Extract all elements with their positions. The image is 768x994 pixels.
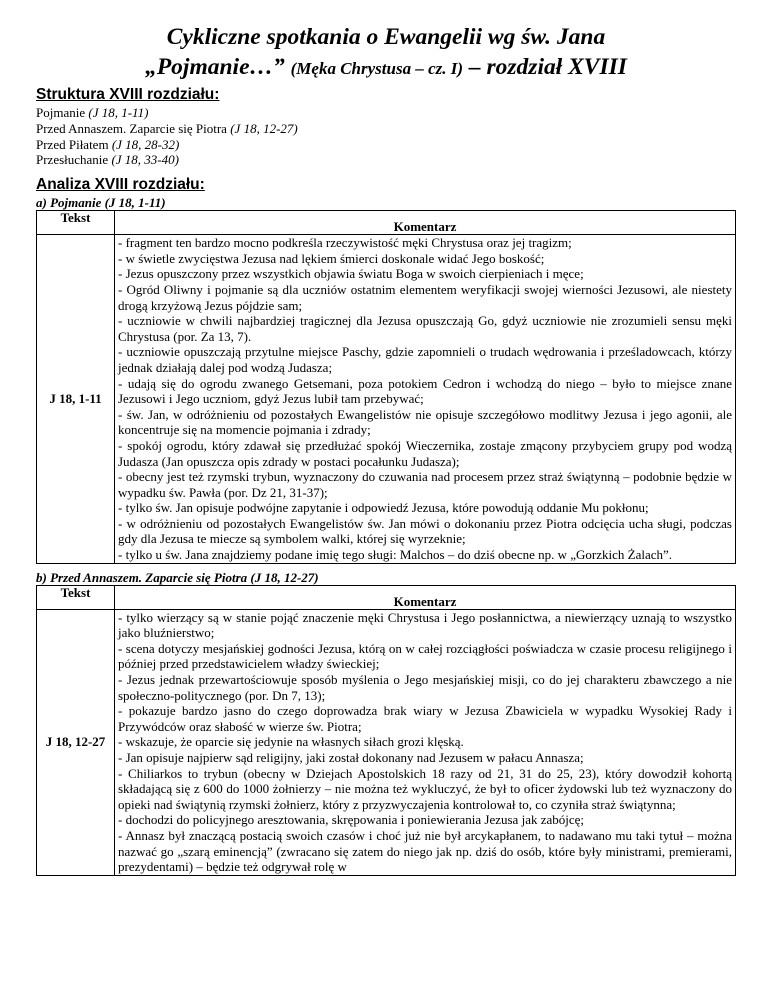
comment-line: - pokazuje bardzo jasno do czego doprowadza brak wiary w Jezusa Zbawiciela w wypadku Wysokiej Rady i Przywódców oraz słabość w wierze św. Piotra; (118, 703, 732, 734)
comment-line: - uczniowie opuszczają przytulne miejsce Paschy, gdzie zapomnieli o trudach wędrowania i prześladowcach, którzy jednak działają dalej pod wodzą Judasza; (118, 344, 732, 375)
comment-line: - Chiliarkos to trybun (obecny w Dziejach Apostolskich 18 razy od 21, 31 do 25, 23), który dowodził kohortą składającą się z 600 do 1000 żołnierzy – nie można też wykluczyć, że był to oficer żydowski lub też wyznaczony do opieki nad świątynią rzymski żołnierz, który z przyzwyczajenia kontrolował to, co czyniła straż świątynna; (118, 765, 732, 812)
title-line-1: Cykliczne spotkania o Ewangelii wg św. Jana (166, 24, 606, 50)
title-chapter: – rozdział XVIII (468, 54, 627, 80)
comment-line: - tylko św. Jan opisuje podwójne zapytanie i odpowiedź Jezusa, które powodują oddanie Mu pokłonu; (118, 500, 649, 516)
structure-item: Przesłuchanie (J 18, 33-40) (36, 152, 179, 168)
comment-line: - dochodzi do policyjnego aresztowania, skrępowania i poniewierania Jezusa jak zabójcę; (118, 812, 585, 828)
comment-line: - Annasz był znaczącą postacią swoich czasów i choć już nie był arcykapłanem, to nadawano mu taki tytuł – można nazwać go „szarą eminencją” (zwracano się zatem do niego jak np. dziś do osób, które były ministrami, premierami, prezydentami) – będzie też odgrywał rolę w (118, 827, 732, 875)
section-b-table (36, 585, 736, 876)
structure-item: Pojmanie (J 18, 1-11) (36, 105, 149, 120)
section-a-table (36, 210, 736, 563)
column-header-text: Tekst (37, 585, 115, 609)
comment-line: - obecny jest też rzymski trybun, wyznaczony do czuwania nad procesem przez straż świątynną – podobnie będzie w wypadku św. Pawła (por. Dz 21, 31-37); (118, 469, 732, 500)
comment-line: - tylko u św. Jana znajdziemy podane imię tego sługi: Malchos – do dziś obecne np. w „Gorzkich Żalach”. (118, 547, 673, 563)
comment-line: - fragment ten bardzo mocno podkreśla rzeczywistość męki Chrystusa oraz jej tragizm; (118, 235, 572, 251)
structure-heading: Struktura XVIII rozdziału: (36, 86, 220, 103)
comment-line: - wskazuje, że oparcie się jedynie na własnych siłach grozi klęską. (118, 734, 464, 750)
structure-item: Przed Annaszem. Zaparcie się Piotra (J 18, 12-27) (36, 120, 298, 136)
comment-line: - Jezus jednak przewartościowuje sposób myślenia o Jego mesjańskiej misji, co do jej charakteru zbawczego a nie społeczno-politycznego (por. Dn 7, 13); (118, 672, 732, 703)
comment-line: - Jezus opuszczony przez wszystkich objawia światu Boga w swoich cierpieniach i męce; (118, 266, 584, 282)
comment-line: - udają się do ogrodu zwanego Getsemani, poza potokiem Cedron i wchodzą do niego – było to miejsce znane Jezusowi i Jego uczniom, gdyż Jezus lubił tam przebywać; (118, 375, 732, 407)
title-line-2 (36, 52, 736, 84)
column-header-comment: Komentarz (115, 585, 736, 609)
structure-item: Przed Piłatem (J 18, 28-32) (36, 136, 180, 152)
comment-line: - scena dotyczy mesjańskiej godności Jezusa, którą on w całej rozciągłości poświadcza w czasie procesu religijnego i później przed przedstawicielem władzy świeckiej; (118, 640, 732, 672)
title-main: „Pojmanie…” (145, 54, 285, 80)
comment-line: - Jan opisuje najpierw sąd religijny, jaki został dokonany nad Jezusem w pałacu Annasza; (118, 750, 584, 765)
section-a-label: a) Pojmanie (J 18, 1-11) (36, 195, 166, 211)
section-b-ref: J 18, 12-27 (37, 609, 115, 875)
comment-line: - w świetle zwycięstwa Jezusa nad lękiem śmierci doskonale widać Jego boskość; (118, 250, 545, 266)
section-b-comment (115, 609, 736, 875)
column-header-text: Tekst (37, 211, 115, 235)
section-a-ref: J 18, 1-11 (37, 235, 115, 563)
document-page (36, 22, 736, 876)
title-subtitle: (Męka Chrystusa – cz. I) (290, 59, 464, 78)
comment-line: - św. Jan, w odróżnieniu od pozostałych Ewangelistów nie opisuje szczegółowo modlitwy Jezusa i jego agonii, ale koncentruje się na momencie pojmania i zdrady; (118, 406, 732, 438)
section-a-comment (115, 235, 736, 563)
comment-line: - spokój ogrodu, który zdawał się przedłużać spokój Wieczernika, zostaje zmącony przybyciem grupy pod wodzą Judasza (Jan opuszcza opis zdrady w postaci pocałunku Judasza); (118, 437, 732, 469)
analysis-heading: Analiza XVIII rozdziału: (36, 176, 205, 194)
comment-line: - tylko wierzący są w stanie pojąć znaczenie męki Chrystusa i Jego posłannictwa, a niewierzący uznają to wszystko jako bluźnierstwo; (118, 609, 732, 641)
structure-list (36, 105, 736, 168)
column-header-comment: Komentarz (115, 211, 736, 235)
document-title (36, 22, 736, 84)
comment-line: - Ogród Oliwny i pojmanie są dla uczniów ostatnim elementem weryfikacji swojej wierności Jezusowi, ale niestety drogą krzyżową Jezus pójdzie sam; (118, 281, 732, 313)
section-b-label: b) Przed Annaszem. Zaparcie się Piotra (J 18, 12-27) (36, 569, 319, 585)
comment-line: - w odróżnieniu od pozostałych Ewangelistów św. Jan mówi o dokonaniu przez Piotra odcięcia ucha sługi, podczas gdy dla Jezusa te miecze są symbolem walki, której się wyrzeknie; (118, 515, 732, 547)
comment-line: - uczniowie w chwili najbardziej tragicznej dla Jezusa opuszczają Go, gdyż uczniowie nie zrozumieli sensu męki Chrystusa (por. Za 13, 7). (118, 313, 732, 344)
